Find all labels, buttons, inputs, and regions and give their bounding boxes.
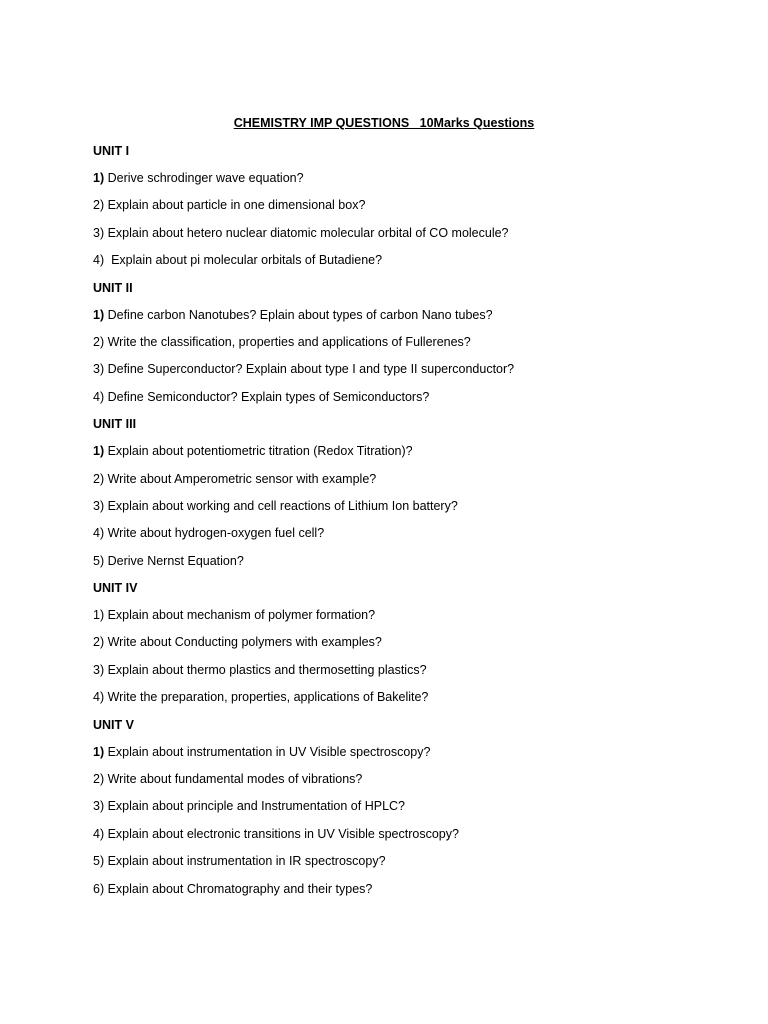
unit-heading: UNIT II [93,280,133,295]
question-number: 1) [93,171,105,185]
question-item [93,361,733,388]
question-number: 4) [93,389,105,404]
question-text: Explain about thermo plastics and thermosetting plastics? [104,662,427,677]
question-text: Write about fundamental modes of vibrations? [104,772,363,787]
question-item [93,252,733,279]
question-item [93,334,733,361]
question-text: Explain about working and cell reactions of Lithium Ion battery? [104,498,458,513]
question-text: Explain about instrumentation in IR spectroscopy? [104,854,386,869]
question-text: Write the preparation, properties, applications of Bakelite? [104,690,429,705]
question-number: 2) [93,471,105,486]
question-number: 4) [93,253,105,268]
question-item [93,853,733,880]
question-text: Write about hydrogen-oxygen fuel cell? [104,526,325,541]
unit-heading: UNIT I [93,144,130,158]
question-item [93,826,733,853]
question-number: 2) [93,198,105,213]
question-number: 3) [93,799,105,814]
question-number: 2) [93,772,105,787]
question-number: 1) [93,307,105,322]
question-text: Explain about particle in one dimensional box? [104,198,366,213]
question-number: 5) [93,553,105,568]
unit-heading: UNIT IV [93,581,138,596]
question-text: Define Superconductor? Explain about type I and type II superconductor? [104,362,515,377]
question-number: 6) [93,881,105,896]
question-item [93,634,733,661]
question-text: Explain about instrumentation in UV Visible spectroscopy? [104,744,431,759]
unit-heading: UNIT III [93,417,137,432]
question-item [93,689,733,716]
question-item [93,607,733,634]
question-item [93,170,733,197]
question-number: 4) [93,826,105,841]
question-number: 3) [93,362,105,377]
question-text: Explain about hetero nuclear diatomic molecular orbital of CO molecule? [104,225,509,240]
question-item [93,798,733,825]
question-item [93,471,733,498]
question-number: 1) [93,444,105,459]
question-text: Derive schrodinger wave equation? [104,171,304,185]
question-item [93,389,733,416]
question-text: Derive Nernst Equation? [104,553,244,568]
question-number: 5) [93,854,105,869]
question-text: Write about Conducting polymers with examples? [104,635,382,650]
question-text: Explain about electronic transitions in UV Visible spectroscopy? [104,826,459,841]
question-item [93,498,733,525]
question-item [93,881,733,908]
question-number: 2) [93,635,105,650]
question-number: 3) [93,225,105,240]
question-text: Explain about principle and Instrumentation of HPLC? [104,799,405,814]
question-text: Define Semiconductor? Explain types of Semiconductors? [104,389,430,404]
question-item [93,443,733,470]
question-number: 4) [93,690,105,705]
question-item [93,197,733,224]
question-text: Write about Amperometric sensor with example? [104,471,377,486]
unit-heading: UNIT V [93,717,134,732]
question-number: 3) [93,498,105,513]
question-number: 4) [93,526,105,541]
question-item [93,744,733,771]
question-item [93,225,733,252]
question-number: 1) [93,608,105,623]
question-item [93,553,733,580]
question-item [93,662,733,689]
question-item [93,525,733,552]
question-text: Explain about Chromatography and their types? [104,881,373,896]
question-number: 1) [93,744,105,759]
question-item [93,771,733,798]
document-title: CHEMISTRY IMP QUESTIONS 10Marks Questions [233,116,535,130]
question-item [93,307,733,334]
question-text: Write the classification, properties and applications of Fullerenes? [104,334,471,349]
question-text: Explain about mechanism of polymer formation? [104,608,376,623]
question-list [93,143,733,908]
question-text: Explain about pi molecular orbitals of Butadiene? [104,253,383,268]
question-number: 2) [93,334,105,349]
question-number: 3) [93,662,105,677]
question-text: Explain about potentiometric titration (Redox Titration)? [104,444,413,459]
question-text: Define carbon Nanotubes? Eplain about types of carbon Nano tubes? [104,307,493,322]
